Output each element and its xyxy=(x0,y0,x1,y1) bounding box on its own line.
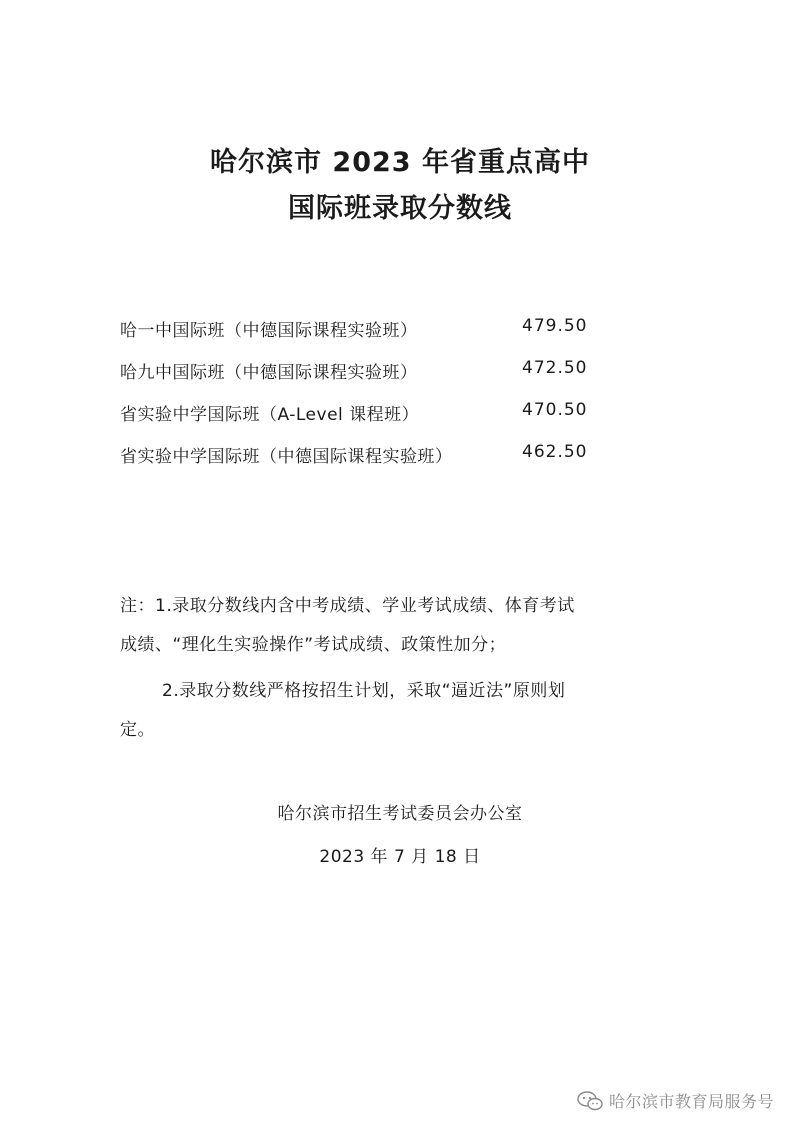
document-title-line-1: 哈尔滨市 2023 年省重点高中 xyxy=(210,147,590,178)
score-value: 462.50 xyxy=(522,442,588,462)
score-value: 470.50 xyxy=(522,400,588,420)
school-name: 哈一中国际班（中德国际课程实验班） xyxy=(120,321,418,341)
school-name: 省实验中学国际班（A-Level 课程班） xyxy=(120,405,420,425)
note-1-line-2: 成绩、“理化生实验操作”考试成绩、政策性加分； xyxy=(120,635,507,655)
school-name: 省实验中学国际班（中德国际课程实验班） xyxy=(120,447,453,467)
score-value: 479.50 xyxy=(522,316,588,336)
issue-date: 2023 年 7 月 18 日 xyxy=(319,847,481,867)
watermark xyxy=(577,1089,774,1112)
score-row xyxy=(120,316,588,341)
document-title-line-2: 国际班录取分数线 xyxy=(288,193,512,224)
score-value: 472.50 xyxy=(522,358,588,378)
score-row xyxy=(120,358,588,383)
note-2-line-2: 定。 xyxy=(120,720,155,740)
school-name: 哈九中国际班（中德国际课程实验班） xyxy=(120,363,418,383)
issuer: 哈尔滨市招生考试委员会办公室 xyxy=(277,804,523,824)
note-2-line-1: 2.录取分数线严格按招生计划，采取“逼近法”原则划 xyxy=(162,681,566,701)
wechat-icon xyxy=(577,1091,603,1111)
note-1-line-1: 注：1.录取分数线内含中考成绩、学业考试成绩、体育考试 xyxy=(120,596,575,616)
score-row xyxy=(120,442,588,467)
score-row xyxy=(120,400,588,425)
watermark-text: 哈尔滨市教育局服务号 xyxy=(608,1092,774,1111)
